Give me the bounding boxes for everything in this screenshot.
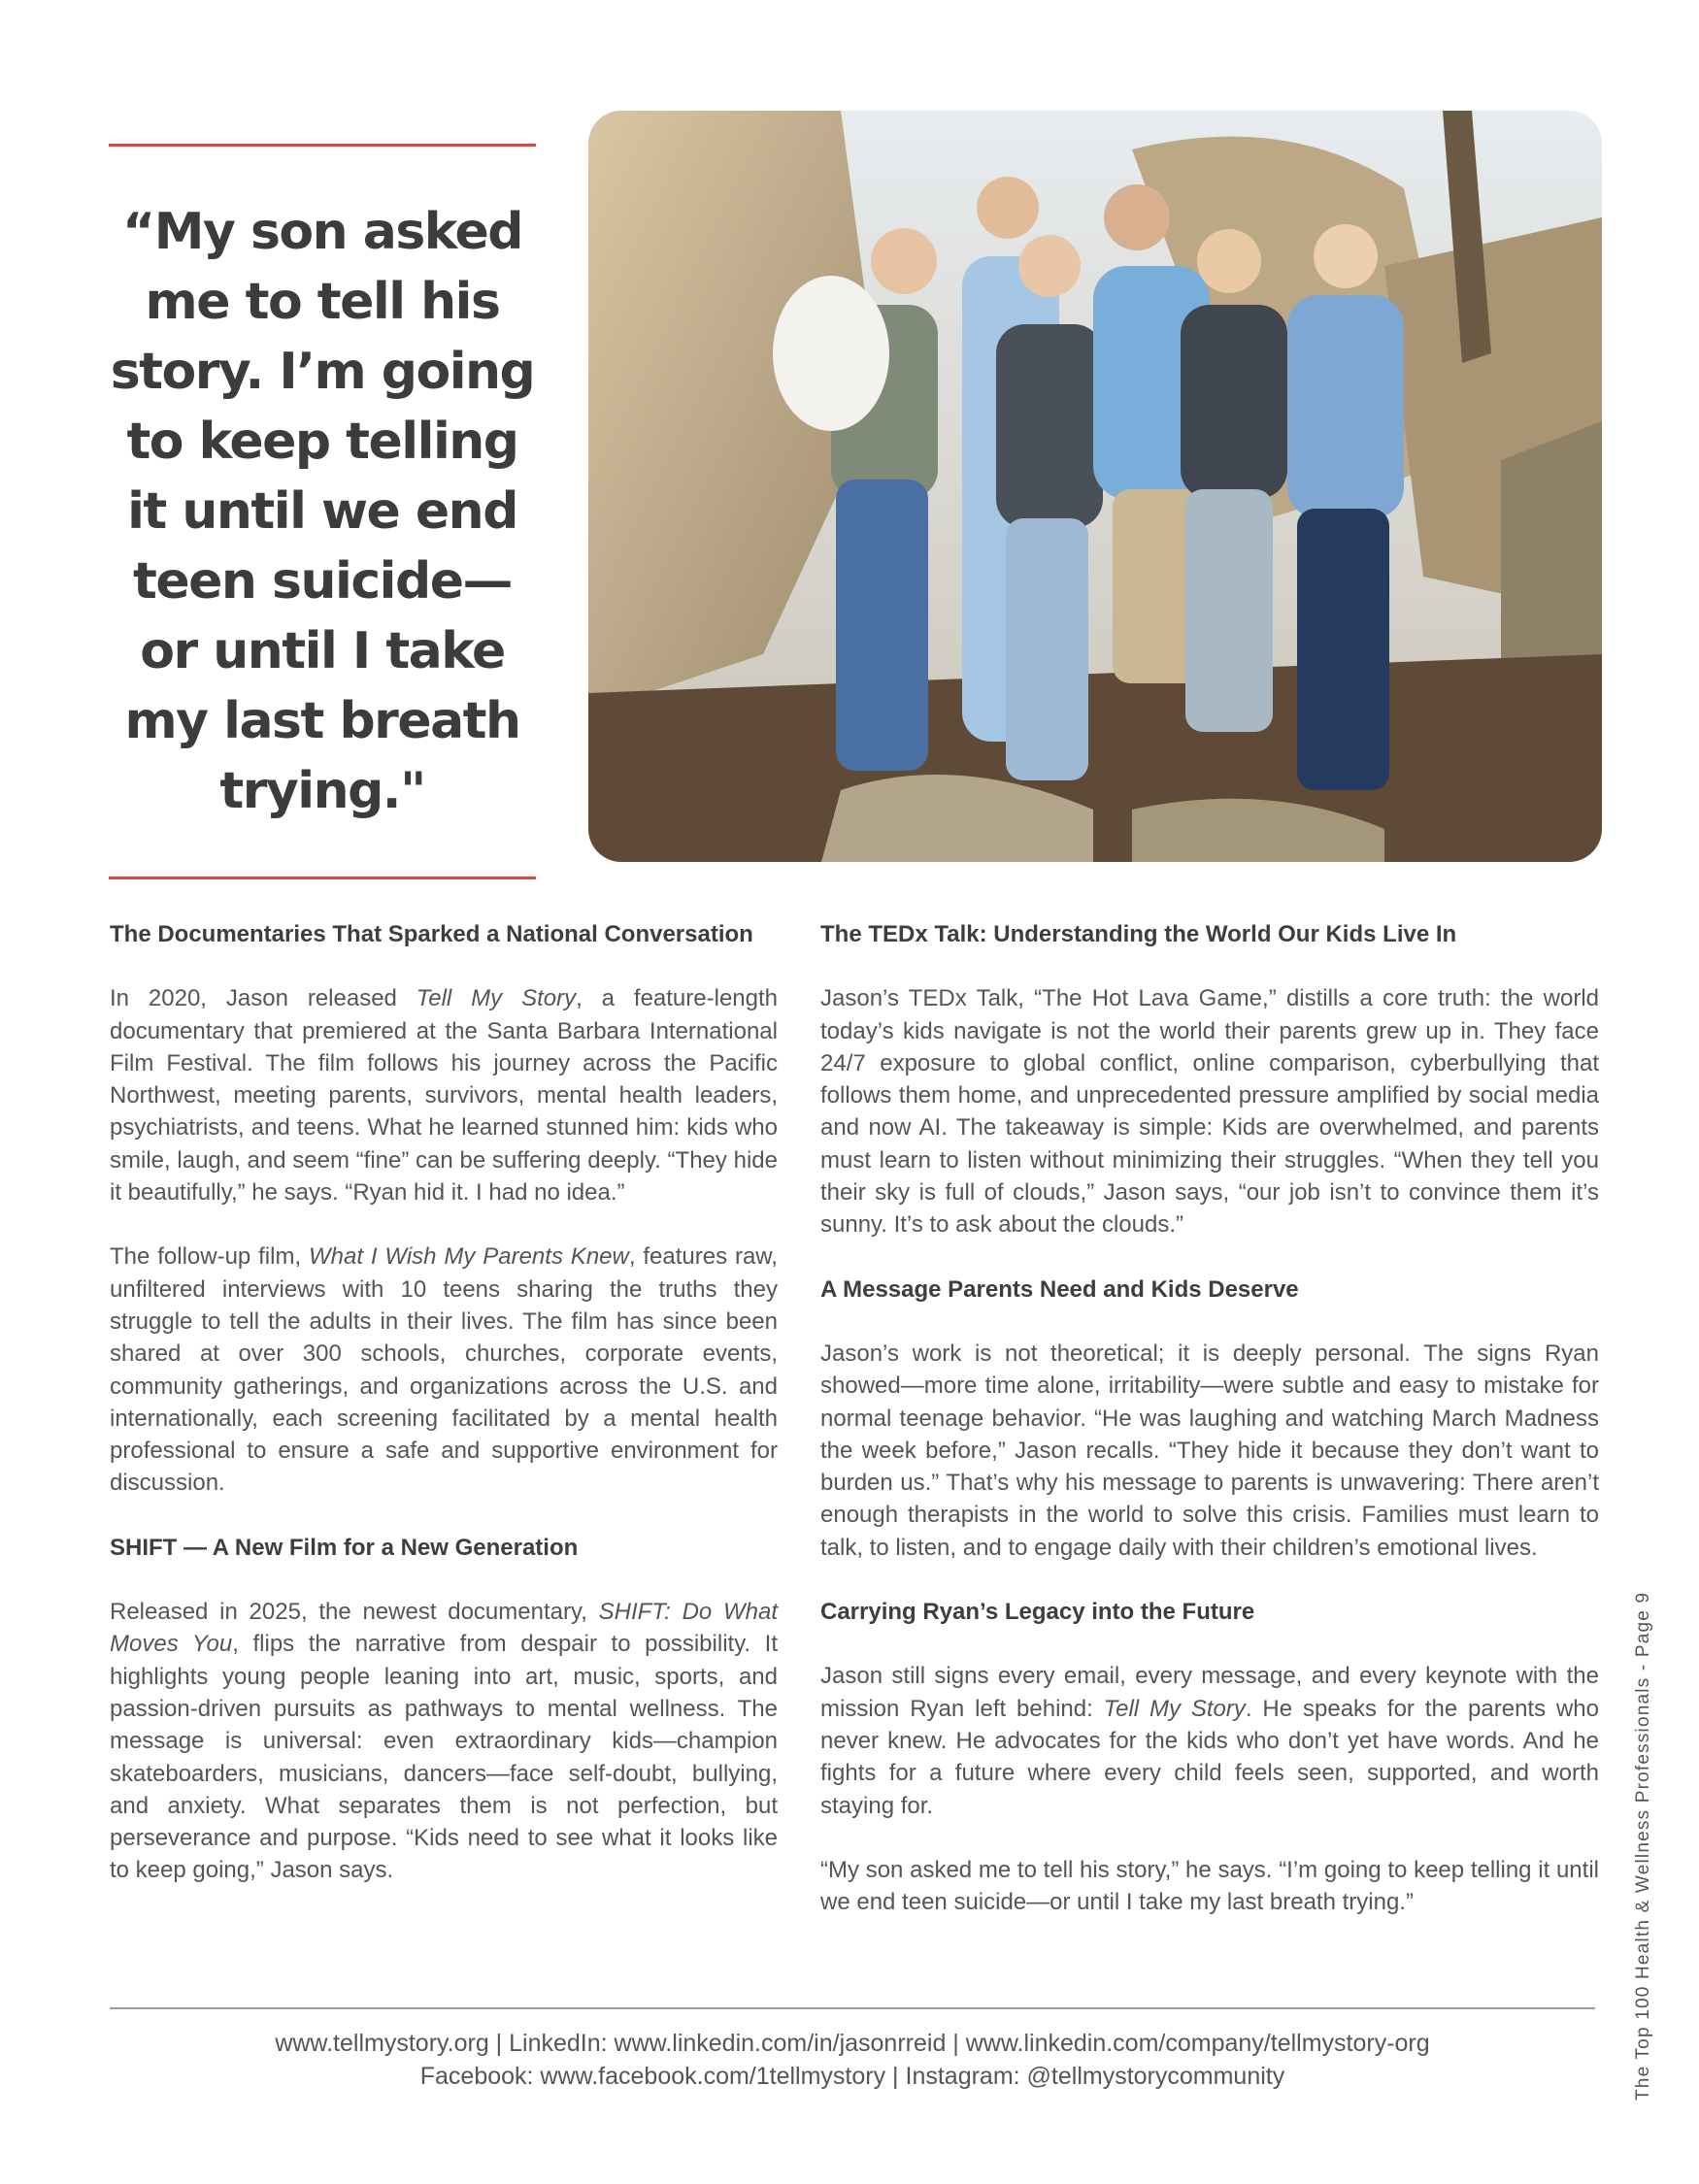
paragraph-tell-my-story: In 2020, Jason released Tell My Story, a feature-length documentary that premiered at the Santa Barbara International Film Festival. The film follows his journey across the Pacific Northwest, meeting parents, survivors, mental health leaders, psychiatrists, and teens. What he learned stunned him: kids who smile, laugh, and seem “fine” can be suffering deeply. “They hide it beautifully,” he says. “Ryan hid it. I had no idea.” [110, 985, 778, 1207]
pull-quote-bottom-rule [109, 877, 536, 879]
paragraph-tedx: Jason’s TEDx Talk, “The Hot Lava Game,” distills a core truth: the world today’s kids navigate is not the world their parents grew up in. They face 24/7 exposure to global conflict, online comparison, cyberbullying that follows them home, and unprecedented pressure amplified by social media and now AI. The takeaway is simple: Kids are overwhelmed, and parents must learn to listen without minimizing their struggles. “When they tell you their sky is full of clouds,” Jason says, “our job isn’t to convince them it’s sunny. It’s to ask about the clouds.” [820, 985, 1599, 1239]
section-heading-documentaries: The Documentaries That Sparked a National Conversation [110, 921, 753, 947]
footer-links [110, 2027, 1595, 2093]
paragraph-shift: Released in 2025, the newest documentary, SHIFT: Do What Moves You, flips the narrative from despair to possibility. It highlights young people leaning into art, music, sports, and passion-driven pursuits as pathways to mental wellness. The message is universal: even extraordinary kids—champion skateboarders, musicians, dancers—face self-doubt, bullying, and anxiety. What separates them is not perfection, but perseverance and purpose. “Kids need to see what it looks like to keep going,” Jason says. [110, 1599, 779, 1884]
paragraph-follow-up-film: The follow-up film, What I Wish My Parents Knew, features raw, unfiltered interviews with 10 teens sharing the truths they struggle to tell the adults in their lives. The film has since been shared at over 300 schools, churches, corporate events, community gatherings, and organizations across the U.S. and internationally, each screening facilitated by a mental health professional to ensure a safe and supportive environment for discussion. [110, 1243, 778, 1497]
right-column [820, 918, 1599, 1918]
paragraph-legacy: Jason still signs every email, every message, and every keynote with the mission Ryan left behind: Tell My Story. He speaks for the parents who never knew. He advocates for the kids who don’t yet have words. And he fights for a future where every child feels seen, supported, and worth staying for. [820, 1663, 1599, 1819]
pull-quote-top-rule [109, 144, 536, 147]
footer-line-1[interactable]: www.tellmystory.org | LinkedIn: www.linkedin.com/in/jasonrreid | www.linkedin.com/company/tellmystory-org [275, 2030, 1430, 2057]
section-heading-tedx: The TEDx Talk: Understanding the World Our Kids Live In [820, 921, 1457, 947]
section-heading-shift: SHIFT — A New Film for a New Generation [110, 1534, 579, 1561]
pull-quote [109, 144, 536, 879]
footer-divider [110, 2007, 1595, 2009]
pull-quote-text: “My son asked me to tell his story. I’m going to keep telling it until we end teen suicide—or until I take my last breath trying." [110, 203, 535, 820]
footer-line-2[interactable]: Facebook: www.facebook.com/1tellmystory | Instagram: @tellmystorycommunity [419, 2063, 1285, 2090]
paragraph-message: Jason’s work is not theoretical; it is deeply personal. The signs Ryan showed—more time alone, irritability—were subtle and easy to mistake for normal teenage behavior. “He was laughing and watching March Madness the week before,” Jason recalls. “They hide it because they don’t want to burden us.” That’s why his message to parents is unwavering: There aren’t enough therapists in the world to solve this crisis. Families must learn to talk, to listen, and to engage daily with their children’s emotional lives. [820, 1340, 1599, 1561]
section-heading-message: A Message Parents Need and Kids Deserve [820, 1275, 1299, 1303]
left-column [110, 918, 778, 1887]
family-photo [588, 111, 1602, 862]
side-page-label: The Top 100 Health & Wellness Professionals - Page 9 [1633, 1591, 1653, 2101]
section-heading-legacy: Carrying Ryan’s Legacy into the Future [820, 1599, 1255, 1626]
paragraph-closing-quote: “My son asked me to tell his story,” he says. “I’m going to keep telling it until we end teen suicide—or until I take my last breath trying.” [820, 1856, 1599, 1916]
family-photo-icon [588, 111, 1602, 862]
